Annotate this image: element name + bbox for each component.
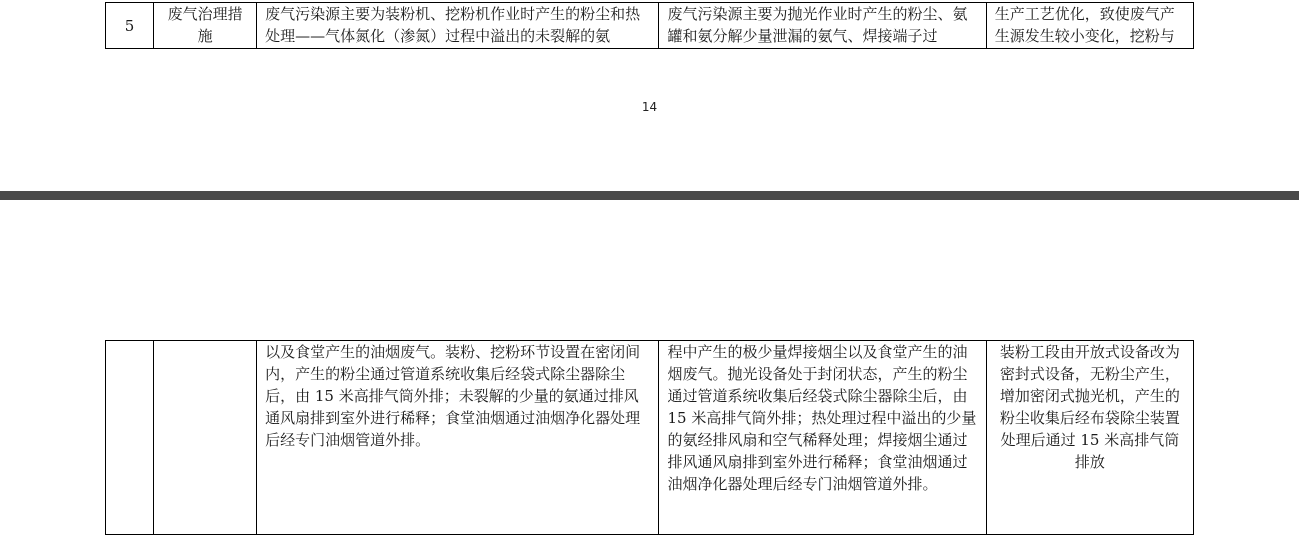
original-eia-cell: 废气污染源主要为装粉机、挖粉机作业时产生的粉尘和热处理——气体氮化（渗氮）过程中溢出的未裂解的氨 bbox=[257, 3, 659, 49]
item-name-cell: 废气治理措施 bbox=[154, 3, 257, 49]
row-number-cell: 5 bbox=[106, 3, 154, 49]
page-divider bbox=[0, 191, 1299, 200]
table-fragment-top bbox=[105, 2, 1194, 49]
actual-construction-cell: 废气污染源主要为抛光作业时产生的粉尘、氨罐和氨分解少量泄漏的氨气、焊接端子过 bbox=[659, 3, 986, 49]
table-row bbox=[106, 3, 1194, 49]
table-row bbox=[106, 341, 1194, 535]
row-number-cell bbox=[106, 341, 154, 535]
change-note-cell: 生产工艺优化，致使废气产生源发生较小变化，挖粉与 bbox=[986, 3, 1193, 49]
table-fragment-bottom bbox=[105, 340, 1194, 535]
original-eia-cell: 以及食堂产生的油烟废气。装粉、挖粉环节设置在密闭间内，产生的粉尘通过管道系统收集后经袋式除尘器除尘后，由 15 米高排气筒外排；未裂解的少量的氨通过排风通风扇排到室外进行稀释；食堂油烟通过油烟净化器处理后经专门油烟管道外排。 bbox=[257, 341, 659, 535]
actual-construction-cell: 程中产生的极少量焊接烟尘以及食堂产生的油烟废气。抛光设备处于封闭状态，产生的粉尘通过管道系统收集后经袋式除尘器除尘后，由 15 米高排气筒外排；热处理过程中溢出的少量的氨经排风扇和空气稀释处理；焊接烟尘通过排风通风扇排到室外进行稀释；食堂油烟通过油烟净化器处理后经专门油烟管道外排。 bbox=[659, 341, 986, 535]
change-note-cell: 装粉工段由开放式设备改为密封式设备，无粉尘产生，增加密闭式抛光机，产生的粉尘收集后经布袋除尘装置处理后通过 15 米高排气筒排放 bbox=[986, 341, 1193, 535]
item-name-cell bbox=[154, 341, 257, 535]
page-number: 14 bbox=[641, 100, 658, 114]
